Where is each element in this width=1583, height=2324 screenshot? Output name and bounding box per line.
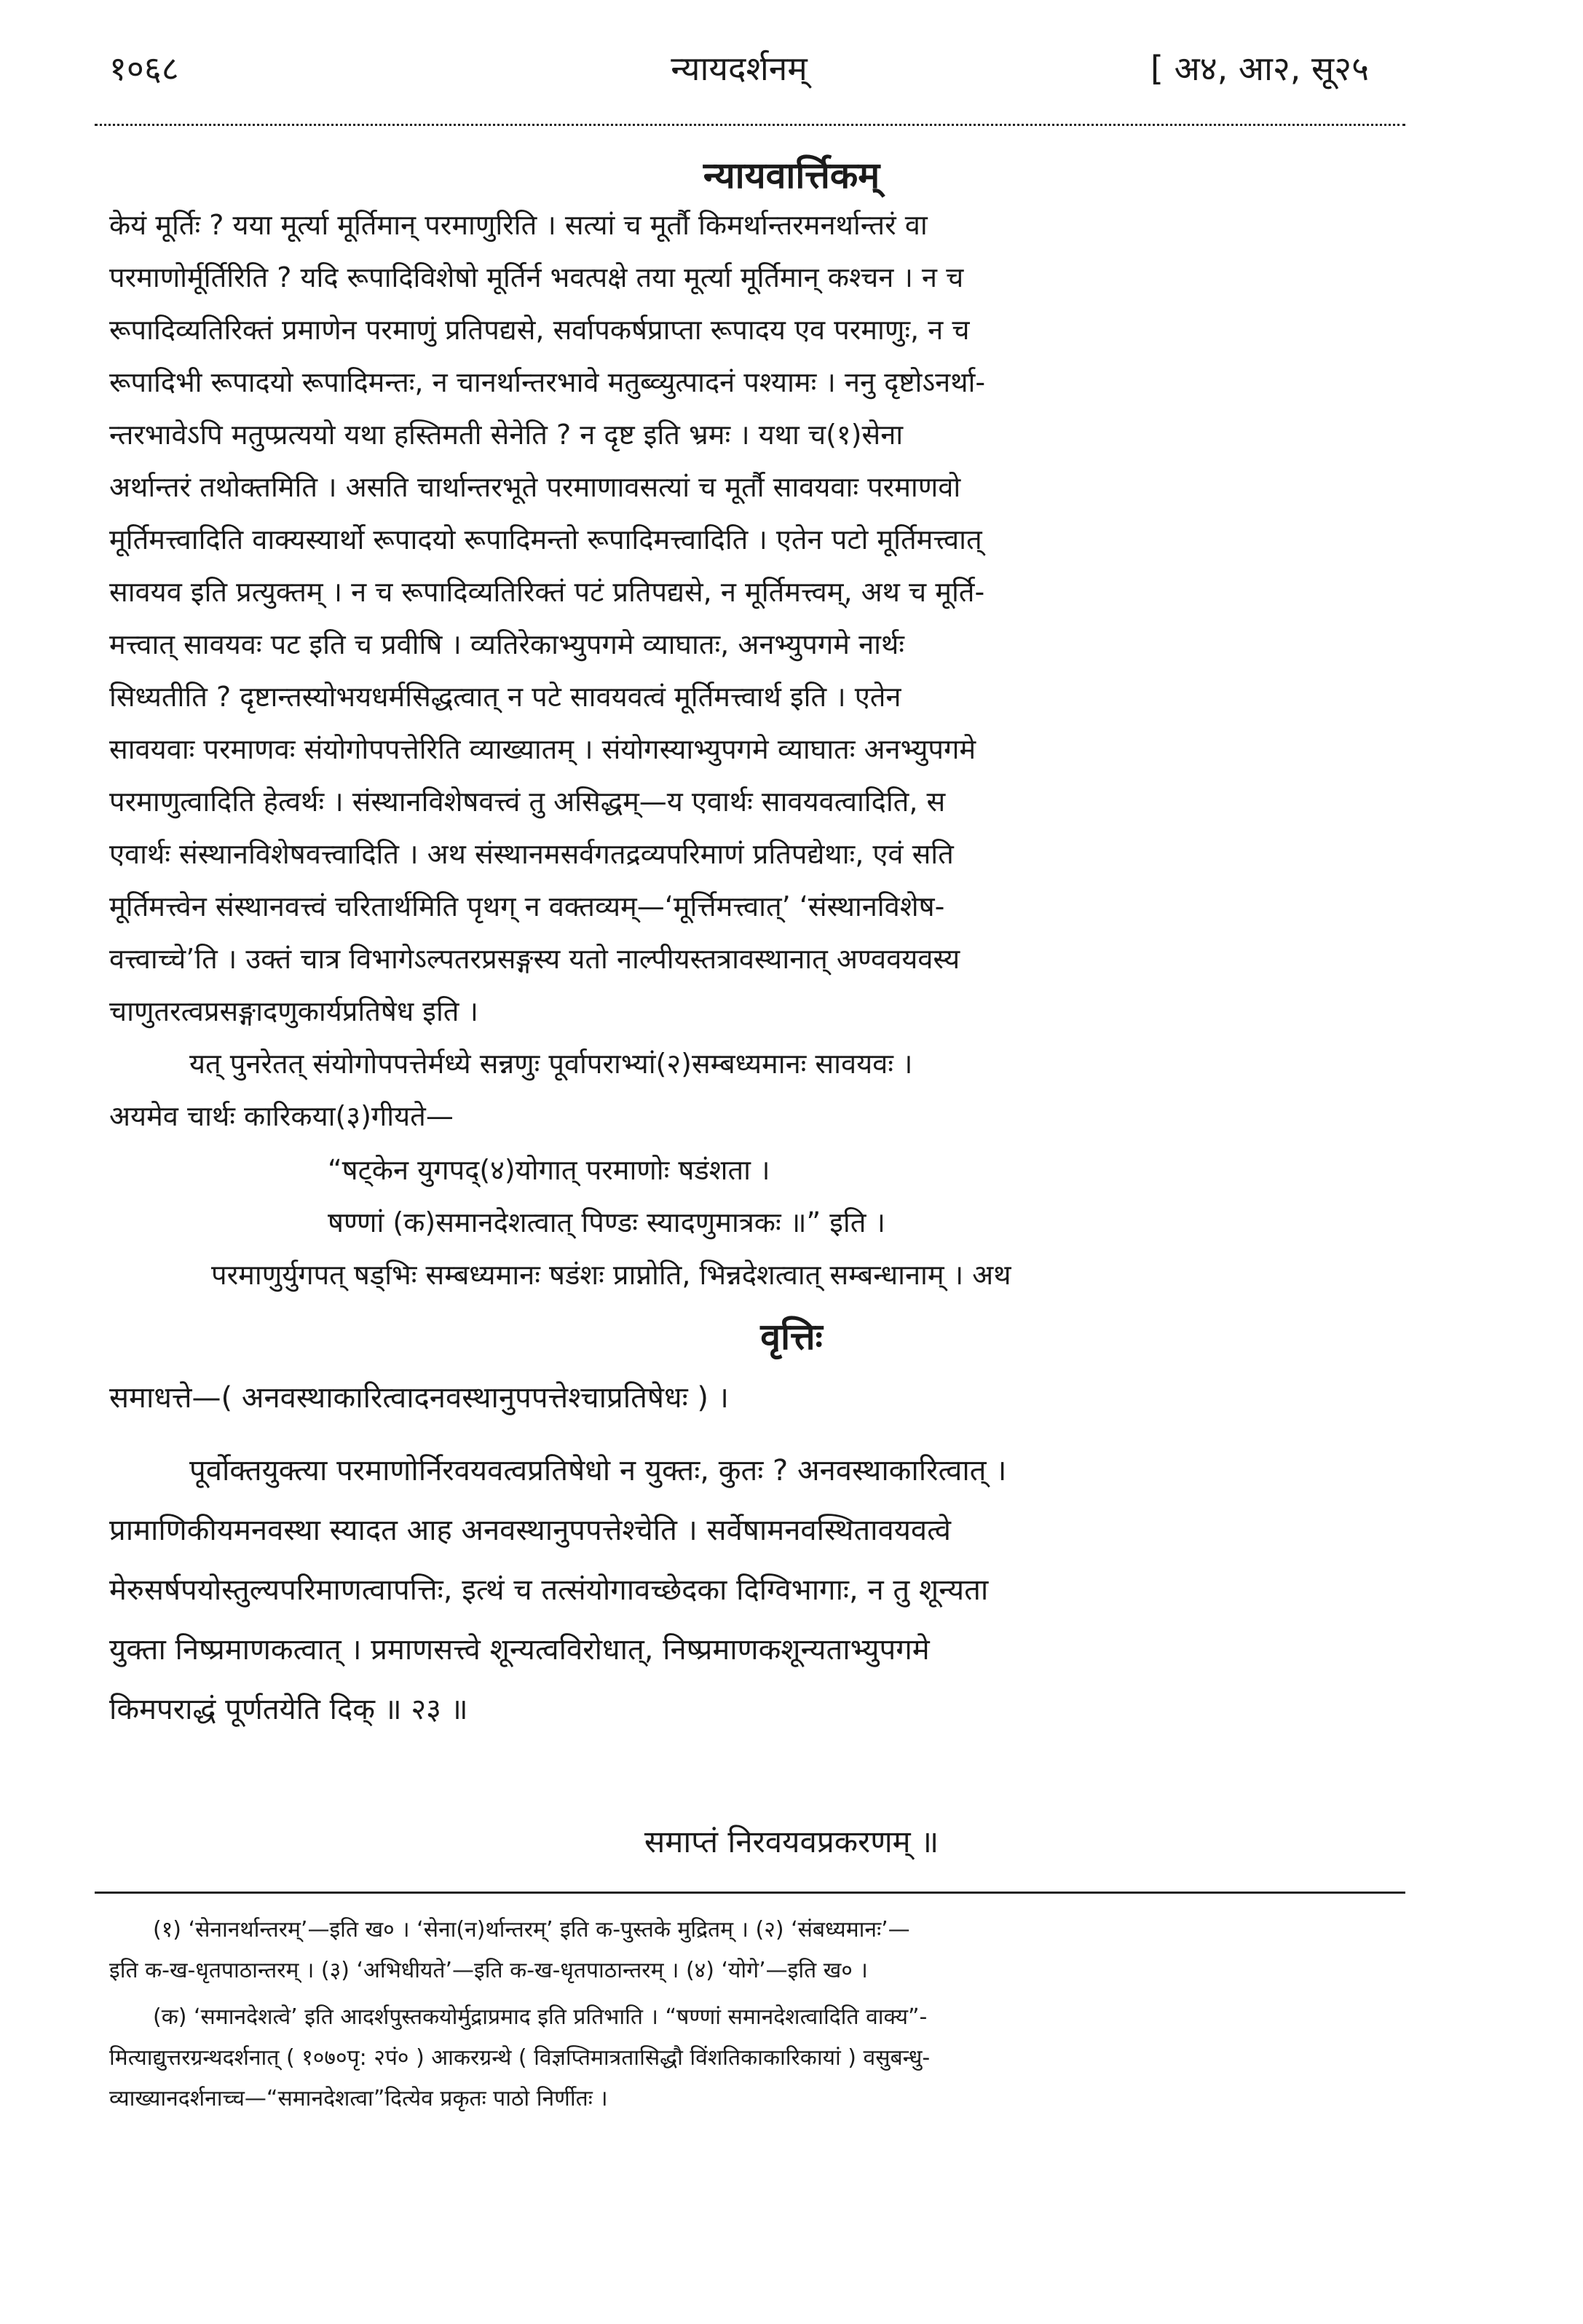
footnote-line: इति क-ख-धृतपाठान्तरम् । (३) ‘अभिधीयते’—इति क-ख-धृतपाठान्तरम् । (४) ‘योगे’—इति ख० ।: [109, 1958, 868, 1983]
vartika-heading: न्यायवार्त्तिकम्: [703, 154, 880, 197]
vritti-line: समाधत्ते—( अनवस्थाकारित्वादनवस्थानुपपत्तेश्चाप्रतिषेधः ) ।: [109, 1381, 729, 1415]
chapter-reference: [ अ४, आ२, सू२५: [1150, 49, 1369, 88]
vartika-line: रूपादिव्यतिरिक्तं प्रमाणेन परमाणुं प्रतिपद्यसे, सर्वापकर्षप्राप्ता रूपादय एव परमाणुः, न च: [109, 314, 970, 346]
vartika-line: परमाणुत्वादिति हेत्वर्थः । संस्थानविशेषवत्त्वं तु असिद्धम्—य एवार्थः सावयवत्वादिति, स: [109, 786, 946, 818]
running-header: [109, 45, 1369, 103]
vartika-line: मूर्तिमत्त्वेन संस्थानवत्त्वं चरितार्थमिति पृथग् न वक्तव्यम्—‘मूर्त्तिमत्त्वात्’ ‘संस्थानविशेष-: [109, 890, 945, 922]
vartika-line: सावयवाः परमाणवः संयोगोपपत्तेरिति व्याख्यातम् । संयोगस्याभ्युपगमे व्याघातः अनभ्युपगमे: [109, 733, 976, 765]
page-number: १०६८: [109, 49, 179, 88]
running-title: न्यायदर्शनम्: [671, 49, 808, 88]
footnote-line: मित्याद्युत्तरग्रन्थदर्शनात् ( १०७०पृ: २पं० ) आकरग्रन्थे ( विज्ञप्तिमात्रतासिद्धौ विंशतिकाकारिकायां ) वसुबन्धु-: [109, 2045, 931, 2071]
footnote-line: (क) ‘समानदेशत्वे’ इति आदर्शपुस्तकयोर्मुद्राप्रमाद इति प्रतिभाति । “षण्णां समानदेशत्वादिति वाक्य”-: [153, 2004, 928, 2030]
footnote-line: व्याख्यानदर्शनाच्च—“समानदेशत्वा”दित्येव प्रकृतः पाठो निर्णीतः ।: [109, 2086, 608, 2111]
footnote-line: (१) ‘सेनानर्थान्तरम्’—इति ख० । ‘सेना(न)र्थान्तरम्’ इति क-पुस्तके मुद्रितम् । (२) ‘संबध्यमानः’—: [153, 1917, 910, 1942]
footnote-rule: [95, 1892, 1405, 1894]
vartika-closing-line: परमाणुर्युगपत् षड्भिः सम्बध्यमानः षडंशः प्राप्नोति, भिन्नदेशत्वात् सम्बन्धानाम् । अथ: [211, 1259, 1011, 1291]
vartika-line: सिध्यतीति ? दृष्टान्तस्योभयधर्मसिद्धत्वात् न पटे सावयवत्वं मूर्तिमत्त्वार्थ इति । एतेन: [109, 681, 901, 713]
vritti-line: किमपराद्धं पूर्णतयेति दिक् ॥ २३ ॥: [109, 1693, 468, 1726]
vartika-line: मूर्तिमत्त्वादिति वाक्यस्यार्थो रूपादयो रूपादिमन्तो रूपादिमत्त्वादिति । एतेन पटो मूर्तिमत्त्वात्: [109, 523, 982, 556]
vritti-line: पूर्वोक्तयुक्त्या परमाणोर्निरवयवत्वप्रतिषेधो न युक्तः, कुतः ? अनवस्थाकारित्वात् ।: [189, 1454, 1007, 1487]
vartika-line: वत्त्वाच्चे’ति । उक्तं चात्र विभागेऽल्पतरप्रसङ्गस्य यतो नाल्पीयस्तत्रावस्थानात् अण्ववयवस्य: [109, 943, 960, 975]
vartika-line: सावयव इति प्रत्युक्तम् । न च रूपादिव्यतिरिक्तं पटं प्रतिपद्यसे, न मूर्तिमत्त्वम्, अथ च मूर्ति-: [109, 576, 985, 608]
vartika-line: मत्त्वात् सावयवः पट इति च प्रवीषि । व्यतिरेकाभ्युपगमे व्याघातः, अनभ्युपगमे नार्थः: [109, 628, 904, 660]
vritti-line: प्रामाणिकीयमनवस्था स्यादत आह अनवस्थानुपपत्तेश्चेति । सर्वेषामनवस्थितावयवत्वे: [109, 1514, 952, 1547]
vartika-line: अयमेव चार्थः कारिकया(३)गीयते—: [109, 1100, 454, 1132]
vartika-line: केयं मूर्तिः ? यया मूर्त्या मूर्तिमान् परमाणुरिति । सत्यां च मूर्तौ किमर्थान्तरमनर्थान्तरं वा: [109, 209, 928, 241]
vartika-line: परमाणोर्मूर्तिरिति ? यदि रूपादिविशेषो मूर्तिर्न भवत्पक्षे तया मूर्त्या मूर्तिमान् कश्चन । न च: [109, 261, 964, 293]
vartika-line: यत् पुनरेतत् संयोगोपपत्तेर्मध्ये सन्नणुः पूर्वापराभ्यां(२)सम्बध्यमानः सावयवः ।: [189, 1048, 913, 1080]
karika-verse-line: “षट्केन युगपद्(४)योगात् परमाणोः षडंशता ।: [328, 1154, 770, 1186]
vartika-line: अर्थान्तरं तथोक्तमिति । असति चार्थान्तरभूते परमाणावसत्यां च मूर्तौ सावयवाः परमाणवो: [109, 471, 961, 503]
section-end: समाप्तं निरवयवप्रकरणम् ॥: [644, 1824, 939, 1859]
vartika-line: चाणुतरत्वप्रसङ्गादणुकार्यप्रतिषेध इति ।: [109, 995, 478, 1027]
vartika-line: रूपादिभी रूपादयो रूपादिमन्तः, न चानर्थान्तरभावे मतुब्व्युत्पादनं पश्यामः । ननु दृष्टोऽनर्था-: [109, 366, 986, 398]
karika-verse-line: षण्णां (क)समानदेशत्वात् पिण्डः स्यादणुमात्रकः ॥” इति ।: [328, 1206, 885, 1238]
vritti-heading: वृत्तिः: [760, 1316, 823, 1358]
vritti-line: मेरुसर्षपयोस्तुल्यपरिमाणत्वापत्तिः, इत्थं च तत्संयोगावच्छेदका दिग्विभागाः, न तु शून्यता: [109, 1573, 989, 1607]
header-rule: [95, 124, 1405, 126]
vartika-line: न्तरभावेऽपि मतुप्प्रत्ययो यथा हस्तिमती सेनेति ? न दृष्ट इति भ्रमः । यथा च(१)सेना: [109, 419, 904, 451]
vartika-line: एवार्थः संस्थानविशेषवत्त्वादिति । अथ संस्थानमसर्वगतद्रव्यपरिमाणं प्रतिपद्येथाः, एवं सति: [109, 838, 954, 870]
vritti-line: युक्ता निष्प्रमाणकत्वात् । प्रमाणसत्त्वे शून्यत्वविरोधात्, निष्प्रमाणकशून्यताभ्युपगमे: [109, 1633, 930, 1667]
